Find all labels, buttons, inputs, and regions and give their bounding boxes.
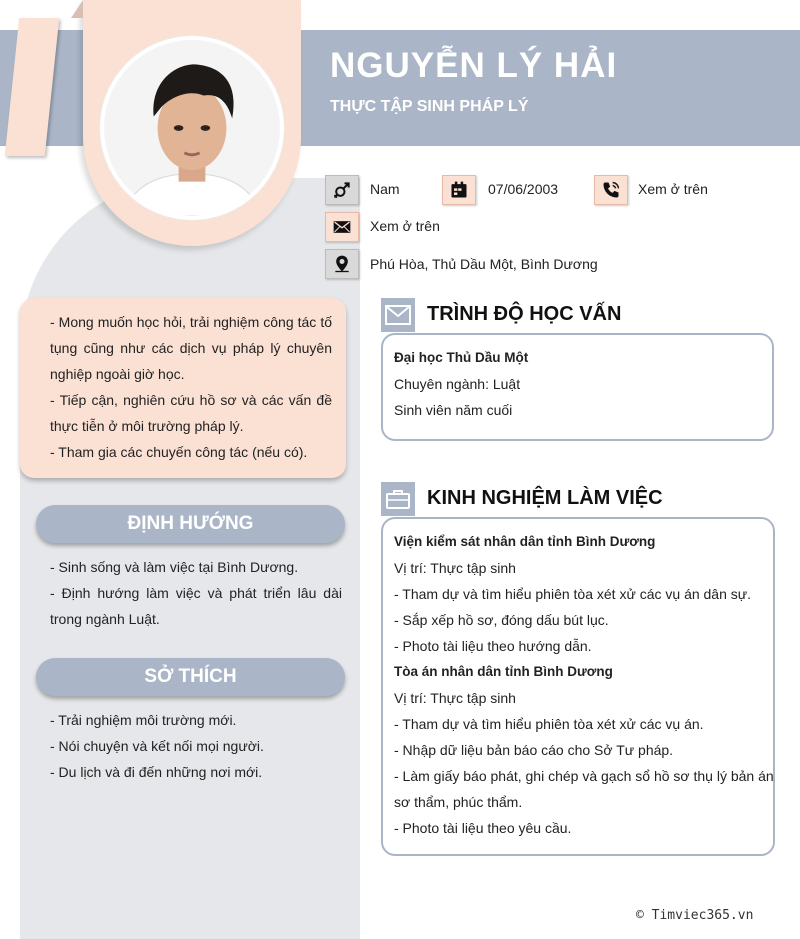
address-text: Phú Hòa, Thủ Dầu Một, Bình Dương — [370, 256, 598, 272]
job-duty: sơ thẩm, phúc thẩm. — [394, 794, 523, 810]
email-text: Xem ở trên — [370, 218, 440, 234]
job-organization: Tòa án nhân dân tỉnh Bình Dương — [394, 664, 613, 679]
objective-line: - Mong muốn học hỏi, trải nghiệm công tác tố tụng cũng như các dịch vụ pháp lý chuyên nghiệp ngoài giờ học. — [50, 314, 332, 382]
list-item: - Định hướng làm việc và phát triển lâu dài trong ngành Luật. — [50, 585, 342, 627]
objective-box — [20, 298, 346, 478]
candidate-name: NGUYỄN LÝ HẢI — [330, 46, 618, 85]
envelope-icon — [325, 212, 359, 242]
job-duty: - Tham dự và tìm hiểu phiên tòa xét xử các vụ án. — [394, 716, 704, 732]
orientation-list — [50, 554, 342, 632]
job-position: Vị trí: Thực tập sinh — [394, 560, 516, 576]
phone-text: Xem ở trên — [638, 181, 708, 197]
list-item: - Du lịch và đi đến những nơi mới. — [50, 764, 263, 780]
list-item: - Trải nghiệm môi trường mới. — [50, 712, 237, 728]
map-pin-icon — [325, 249, 359, 279]
job-duty: - Photo tài liệu theo yêu cầu. — [394, 820, 572, 836]
list-item: - Nói chuyện và kết nối mọi người. — [50, 738, 264, 754]
job-duty: - Sắp xếp hồ sơ, đóng dấu bút lục. — [394, 612, 609, 628]
gender-icon — [325, 175, 359, 205]
study-status: Sinh viên năm cuối — [394, 402, 513, 418]
job-duty: - Tham dự và tìm hiểu phiên tòa xét xử các vụ án dân sự. — [394, 586, 752, 602]
major-text: Chuyên ngành: Luật — [394, 376, 521, 392]
education-heading: TRÌNH ĐỘ HỌC VẤN — [427, 303, 622, 325]
candidate-title: THỰC TẬP SINH PHÁP LÝ — [330, 98, 529, 115]
phone-icon — [594, 175, 628, 205]
objective-line: - Tham gia các chuyến công tác (nếu có). — [50, 444, 308, 460]
job-organization: Viện kiểm sát nhân dân tỉnh Bình Dương — [394, 534, 656, 549]
briefcase-icon — [381, 482, 415, 516]
experience-box — [381, 517, 775, 856]
job-duty: - Photo tài liệu theo hướng dẫn. — [394, 638, 592, 654]
photo-frame — [83, 0, 301, 246]
job-duty: - Làm giấy báo phát, ghi chép và gạch sổ hồ sơ thụ lý bản án — [394, 768, 774, 784]
job-position: Vị trí: Thực tập sinh — [394, 690, 516, 706]
footer-credit[interactable]: © Timviec365.vn — [636, 908, 754, 923]
hobbies-heading: SỞ THÍCH — [36, 658, 345, 696]
list-item: - Sinh sống và làm việc tại Bình Dương. — [50, 559, 299, 575]
gender-text: Nam — [370, 181, 400, 197]
job-duty: - Nhập dữ liệu bản báo cáo cho Sở Tư pháp. — [394, 742, 674, 758]
objective-line: - Tiếp cận, nghiên cứu hồ sơ và các vấn đề thực tiễn ở môi trường pháp lý. — [50, 392, 332, 434]
hobbies-list — [50, 707, 342, 785]
birthday-text: 07/06/2003 — [488, 181, 559, 197]
envelope-icon — [381, 298, 415, 332]
experience-heading: KINH NGHIỆM LÀM VIỆC — [427, 487, 663, 509]
education-box — [381, 333, 774, 441]
orientation-heading: ĐỊNH HƯỚNG — [36, 505, 345, 543]
calendar-icon — [442, 175, 476, 205]
avatar — [100, 36, 284, 220]
school-name: Đại học Thủ Dầu Một — [394, 350, 529, 365]
